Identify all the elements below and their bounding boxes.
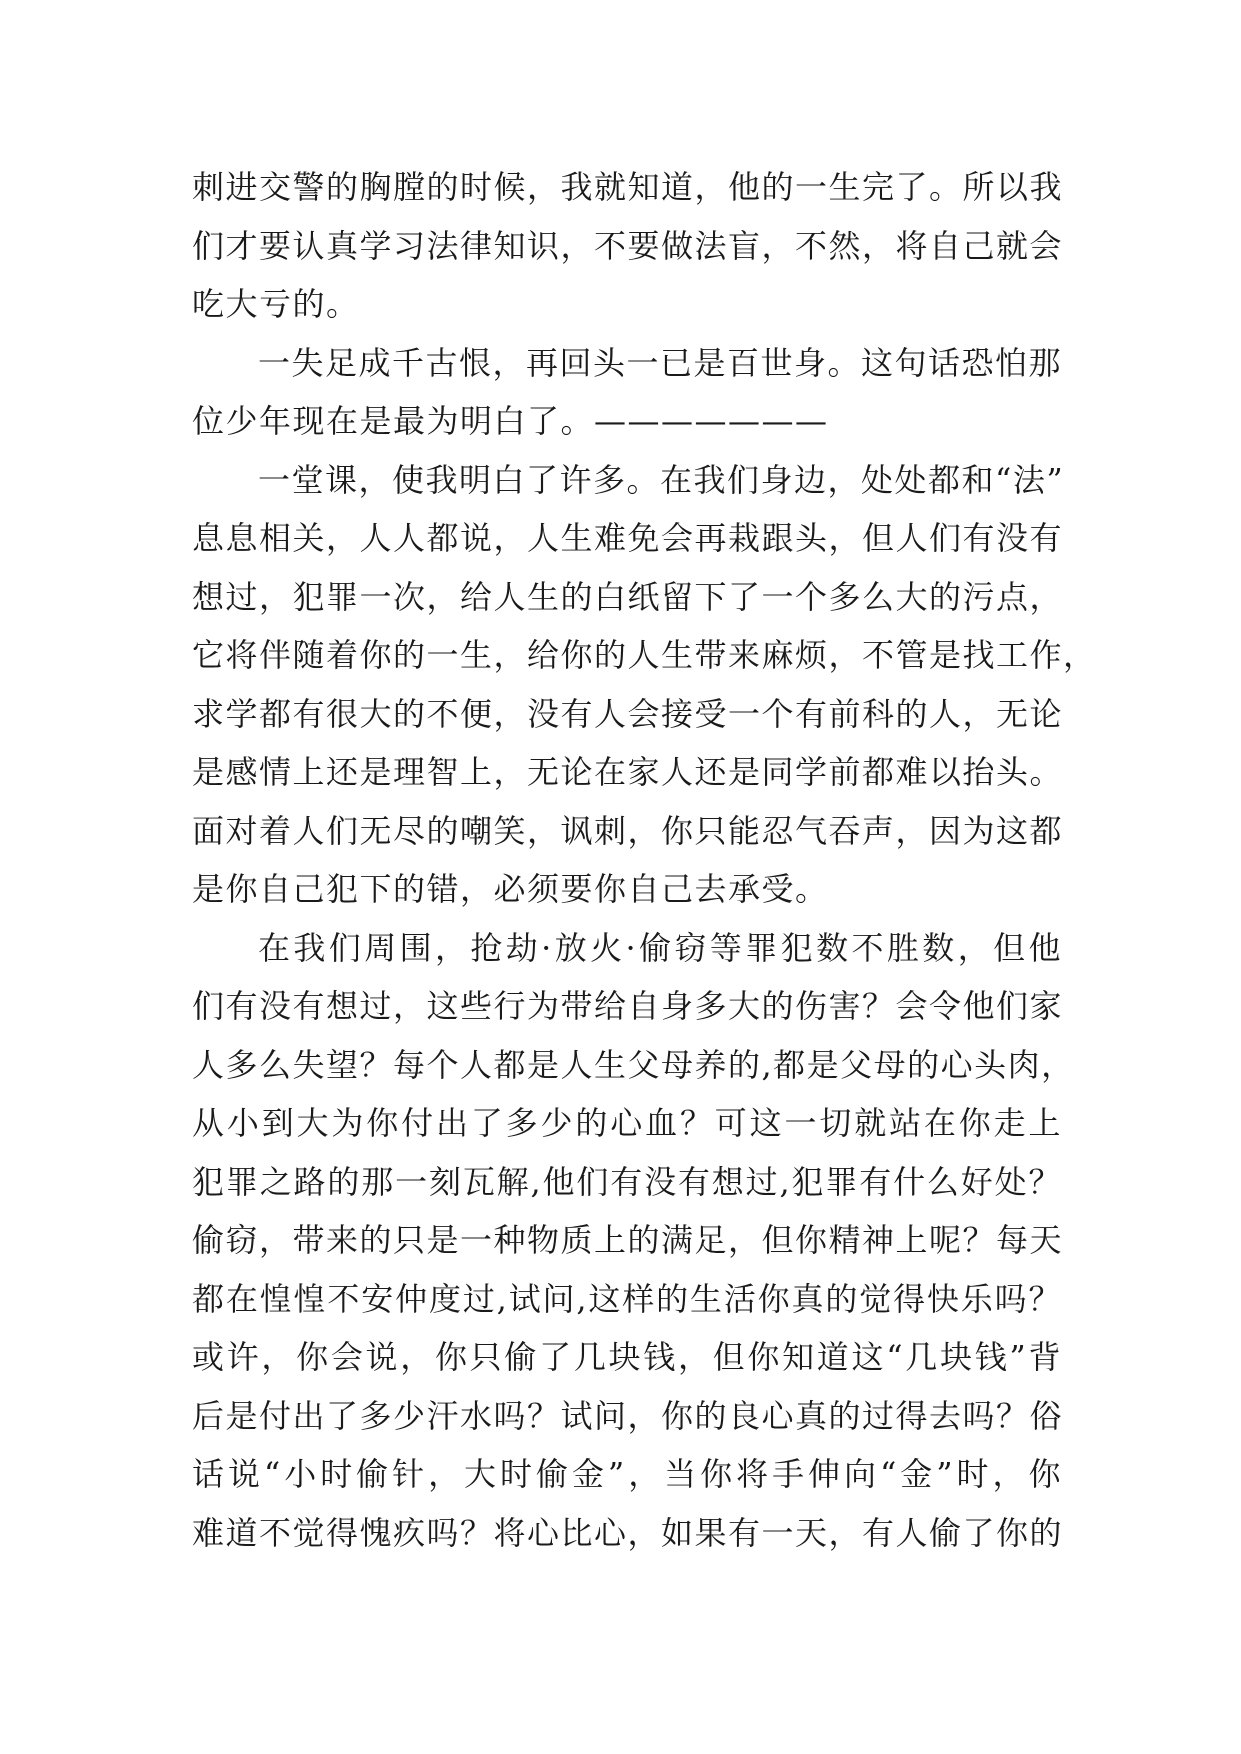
text-line: 从小到大为你付出了多少的心血？可这一切就站在你走上 <box>192 1104 1062 1142</box>
text-line: 刺进交警的胸膛的时候，我就知道，他的一生完了。所以我 <box>192 168 1064 206</box>
text-line: 后是付出了多少汗水吗？试问，你的良心真的过得去吗？俗 <box>192 1396 1064 1435</box>
document-body <box>192 158 1097 1562</box>
text-line: 们才要认真学习法律知识，不要做法盲，不然，将自己就会 <box>192 226 1064 265</box>
text-line: 难道不觉得愧疚吗？将心比心，如果有一天，有人偷了你的 <box>192 1513 1064 1552</box>
text-line: 是感情上还是理智上，无论在家人还是同学前都难以抬头。 <box>192 753 1064 791</box>
text-line: 话说“小时偷针，大时偷金”，当你将手伸向“金”时，你 <box>192 1455 1062 1493</box>
text-line: 或许，你会说，你只偷了几块钱，但你知道这“几块钱”背 <box>192 1338 1062 1376</box>
text-line: 在我们周围，抢劫·放火·偷窃等罪犯数不胜数，但他 <box>258 928 1062 967</box>
text-line: 一堂课，使我明白了许多。在我们身边，处处都和“法” <box>258 460 1065 499</box>
text-line: 面对着人们无尽的嘲笑，讽刺，你只能忍气吞声，因为这都 <box>192 811 1064 850</box>
text-line: 它将伴随着你的一生，给你的人生带来麻烦，不管是找工作， <box>192 636 1097 674</box>
text-line: 吃大亏的。 <box>192 285 360 323</box>
text-line: 人多么失望？每个人都是人生父母养的,都是父母的心头肉， <box>192 1045 1075 1084</box>
text-line: 位少年现在是最为明白了。——————— <box>192 402 829 440</box>
text-line: 息息相关，人人都说，人生难免会再栽跟头，但人们有没有 <box>192 519 1064 557</box>
text-line: 一失足成千古恨，再回头一已是百世身。这句话恐怕那 <box>258 343 1063 382</box>
text-line: 是你自己犯下的错，必须要你自己去承受。 <box>192 870 829 908</box>
text-line: 想过，犯罪一次，给人生的白纸留下了一个多么大的污点， <box>192 577 1064 616</box>
text-line: 们有没有想过，这些行为带给自身多大的伤害？会令他们家 <box>192 987 1064 1025</box>
text-line: 犯罪之路的那一刻瓦解,他们有没有想过,犯罪有什么好处？ <box>192 1162 1062 1201</box>
text-line: 都在惶惶不安仲度过,试问,这样的生活你真的觉得快乐吗？ <box>192 1279 1062 1318</box>
text-line: 偷窃，带来的只是一种物质上的满足，但你精神上呢？每天 <box>192 1221 1064 1259</box>
text-line: 求学都有很大的不便，没有人会接受一个有前科的人，无论 <box>192 694 1064 733</box>
